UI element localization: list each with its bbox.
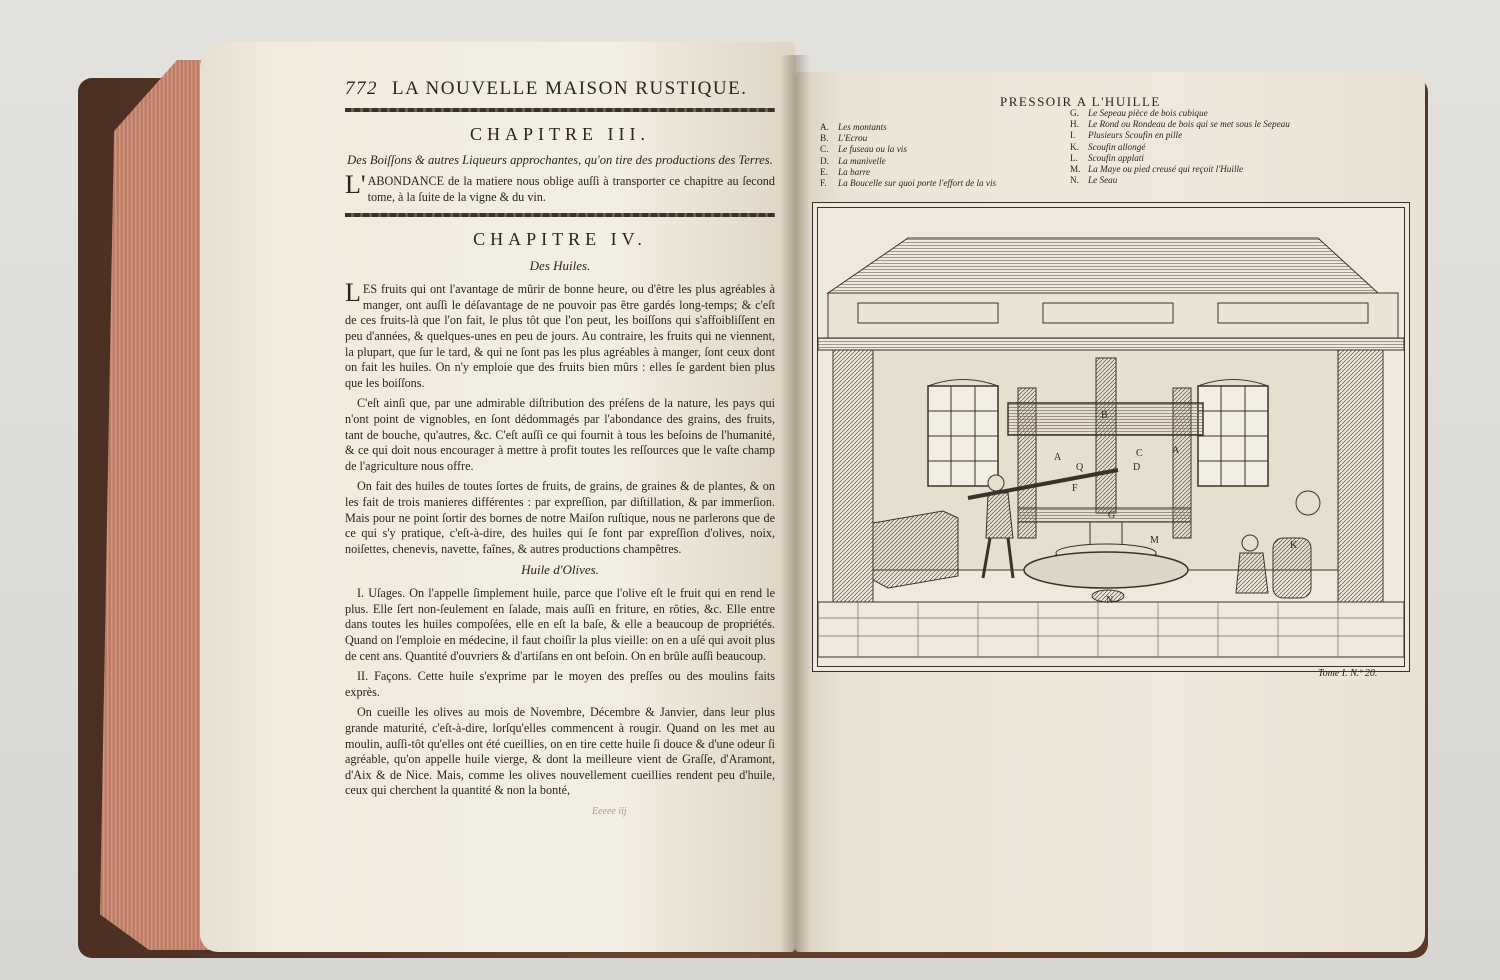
chapter-3-title: CHAPITRE III.	[470, 124, 650, 144]
page-number: 772	[345, 78, 378, 99]
signature-mark: Eeeee iij	[592, 806, 627, 817]
legend-item: N. Le Seau	[1070, 175, 1118, 186]
legend-item: K. Scoufin allongé	[1070, 141, 1146, 152]
press-screw	[1096, 358, 1116, 513]
press-engraving	[818, 208, 1404, 666]
plate-letter: G	[1108, 510, 1116, 521]
book-gutter	[780, 55, 810, 955]
paragraph: II. Façons. Cette huile s'exprime par le moyen des preſſes ou des moulins faits exprès.	[345, 669, 775, 699]
plate-letter: Q	[1076, 462, 1084, 473]
legend-item: B. L'Ecrou	[820, 133, 868, 144]
paragraph: C'eſt ainſi que, par une admirable diſtribution des préſens de la nature, les pays qui n'ont point de vignobles, en ſont dédommagés par l'abondance des grains, des fruits, tant de bouche, qu'autres, &c. C'eſt auſſi ce qui fournit à tous les beſoins de l'humanité, & ce qui doit nous encourager à mettre à profit toutes les reſſources que le vaſte champ de l'agriculture nous offre.	[345, 396, 775, 473]
roof	[828, 238, 1378, 293]
legend-item: M. La Maye ou pied creusé qui reçoit l'Huille	[1070, 164, 1244, 175]
paragraph: On fait des huiles de toutes ſortes de fruits, de grains, de graines & de plantes, & on les fait de trois manieres différentes : par expreſſion, par diſtillation, & par immerſion. Mais pour ne point ſortir des bornes de notre Maiſon ruſtique, nous ne parlerons que de ce qui s'y pratique, c'eſt-à-dire, des huiles qui ſe font par expreſſion d'olives, noix, noiſettes, chenevis, navette, faînes, & autres productions champêtres.	[345, 479, 775, 556]
running-header	[345, 78, 775, 100]
ornamental-rule	[345, 213, 775, 217]
plate-letter: D	[1133, 462, 1141, 473]
legend-item: E. La barre	[820, 166, 871, 177]
plate-letter: N	[1106, 595, 1114, 606]
plate-title: PRESSOIR A L'HUILLE	[1000, 94, 1161, 109]
legend-item: I. Plusieurs Scoufin en pille	[1070, 130, 1183, 141]
left-page-text	[345, 78, 775, 804]
legend-item: H. Le Rond ou Rondeau de bois qui se met sous le Sepeau	[1070, 119, 1290, 130]
legend-item: C. Le fuseau ou la vis	[820, 144, 907, 155]
legend-left	[820, 122, 1000, 189]
legend-item: D. La manivelle	[820, 155, 886, 166]
chapter-3-text: L'ABONDANCE de la matiere nous oblige auſſi à transporter ce chapitre au ſecond tome, à la ſuite de la vigne & du vin.	[345, 170, 775, 204]
paragraph: LES fruits qui ont l'avantage de mûrir de bonne heure, ou d'être les plus agréables à manger, ont auſſi le déſavantage de ne pouvoir pas être gardés long-temps; & c'eſt de ces fruits-là que l'on fait, le plus tôt que l'on peut, les boiſſons qui s'affoibliſſent en peu d'années, & quelques-unes en peu de jours. Au contraire, les fruits qui ne viennent, la plupart, que ſur le tard, & qui ne ſont pas les plus agréables à manger, ſont ceux dont on fait les huiles. On n'y emploie que des fruits bien mûrs : elles ſe gardent bien plus que les boiſſons.	[345, 278, 775, 390]
plate-reference: Tome I. N.º 20.	[1318, 668, 1378, 679]
press-basin	[1024, 552, 1188, 588]
entablature	[828, 293, 1398, 338]
engraved-plate	[817, 207, 1405, 667]
chapter-3-subtitle: Des Boiſſons & autres Liqueurs approchantes, qu'on tire des productions des Terres.	[347, 153, 773, 167]
floor	[818, 602, 1404, 657]
right-window	[1198, 380, 1268, 487]
ornamental-rule	[345, 108, 775, 112]
chapter-4-subtitle: Des Huiles.	[529, 258, 591, 274]
left-window	[928, 380, 998, 487]
paragraph: I. Uſages. On l'appelle ſimplement huile, parce que l'olive eſt le fruit qui en rend le plus. Elle ſert non-ſeulement en ſalade, mais auſſi en friture, en rôties, &c. Elle entre dans toutes les huiles compoſées, elle en eſt la baſe, & elle a beaucoup de propriétés. Quand on l'emploie en médecine, il faut choiſir la plus vieille: on en a uſé qui avoit plus de cent ans. Quantité d'ouvriers & d'artiſans en ont beſoin. On en brûle auſſi beaucoup.	[345, 586, 775, 663]
section-title: Huile d'Olives.	[521, 562, 599, 578]
plate-letter: K	[1290, 540, 1298, 551]
paragraph: On cueille les olives au mois de Novembre, Décembre & Janvier, dans leur plus grande maturité, c'eſt-à-dire, lorſqu'elles commencent à rougir. Quand on les met au moulin, auſſi-tôt qu'elles ont été cueillies, on en tire cette huile ſi douce & d'une odeur ſi agréable, qu'on appelle huile vierge, & dont la meilleure vient de Graſſe, d'Aramont, d'Aix & de Nice. Mais, comme les olives nouvellement cueillies rendent peu d'huile, ceux qui cherchent la quantité & non la bonté,	[345, 705, 775, 798]
right-wall	[1338, 350, 1383, 602]
plate-letter: A	[1054, 452, 1062, 463]
legend-item: F. La Boucelle sur quoi porte l'effort de la vis	[820, 178, 997, 189]
chapter-4-title: CHAPITRE IV.	[473, 229, 647, 250]
plate-letter: C	[1136, 448, 1143, 459]
legend-item: G. Le Sepeau pièce de bois cubique	[1070, 108, 1208, 118]
running-head: LA NOUVELLE MAISON RUSTIQUE.	[392, 78, 748, 99]
crate	[873, 511, 958, 588]
plate-letter: M	[1150, 535, 1159, 546]
legend-item: L. Scoufin applati	[1070, 152, 1144, 163]
left-wall	[833, 350, 873, 602]
plate-letter: B	[1101, 410, 1108, 421]
legend-item: A. Les montants	[820, 122, 887, 132]
plate-letter: A	[1172, 445, 1180, 456]
legend-right	[1070, 108, 1390, 186]
plate-letter: F	[1072, 483, 1078, 494]
